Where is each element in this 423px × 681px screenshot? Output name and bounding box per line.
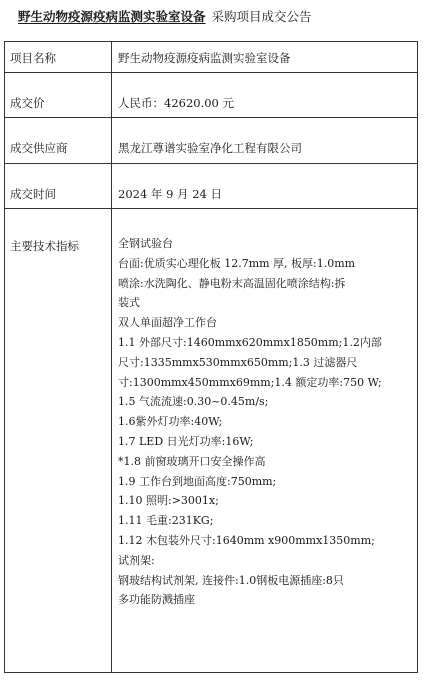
project-name-value: 野生动物疫源疫病监测实验室设备 <box>118 51 291 65</box>
tech-spec-list <box>118 234 412 610</box>
supplier-value: 黑龙江尊谱实验室净化工程有限公司 <box>118 141 302 155</box>
tech-spec-line: 台面:优质实心理化板 12.7mm 厚, 板厚:1.0mm <box>118 256 356 270</box>
tech-spec-line: 喷涂:水洗陶化、静电粉末高温固化喷涂结构:拆 <box>118 276 346 290</box>
row-divider <box>5 208 417 209</box>
tech-spec-label: 主要技术指标 <box>10 239 79 253</box>
row-divider <box>5 163 417 164</box>
award-table <box>4 41 418 673</box>
tech-spec-line: 装式 <box>118 296 140 310</box>
tech-spec-line: 寸:1300mmx450mmx69mm;1.4 额定功率:750 W; <box>118 375 382 389</box>
tech-spec-line: 1.7 LED 日光灯功率:16W; <box>118 434 254 448</box>
supplier-label: 成交供应商 <box>10 141 68 155</box>
tech-spec-line: 1.5 气流流速:0.30~0.45m/s; <box>118 395 269 409</box>
tech-spec-line: 1.11 毛重:231KG; <box>118 514 214 528</box>
tech-spec-line: 多功能防溅插座 <box>118 593 195 607</box>
project-name-label: 项目名称 <box>10 51 56 65</box>
tech-spec-line: 1.10 照明:>3001x; <box>118 494 219 508</box>
tech-spec-line: 尺寸:1335mmx530mmx650mm;1.3 过滤器尺 <box>118 355 358 369</box>
tech-spec-line: 1.12 木包装外尺寸:1640mm x900mmx1350mm; <box>118 533 375 547</box>
tech-spec-line: 双人单面超净工作台 <box>118 316 217 330</box>
tech-spec-line: 试剂架: <box>118 553 155 567</box>
price-value: 人民币：42620.00 元 <box>118 96 235 110</box>
tech-spec-line: 全钢试验台 <box>118 237 173 250</box>
row-divider <box>5 72 417 73</box>
column-divider <box>111 42 112 672</box>
tech-spec-line: *1.8 前窗玻璃开口安全操作高 <box>118 454 266 468</box>
tech-spec-line: 钢玻结构试剂架, 连接件:1.0钢板电源插座:8只 <box>118 573 344 587</box>
page-title <box>18 8 312 25</box>
title-suffix: 采购项目成交公告 <box>211 9 312 24</box>
time-value: 2024 年 9 月 24 日 <box>118 187 222 201</box>
tech-spec-line: 1.6紫外灯功率:40W; <box>118 415 223 429</box>
title-main: 野生动物疫源疫病监测实验室设备 <box>18 9 206 24</box>
row-divider <box>5 117 417 118</box>
tech-spec-line: 1.1 外部尺寸:1460mmx620mmx1850mm;1.2内部 <box>118 335 382 349</box>
tech-spec-line: 1.9 工作台到地面高度:750mm; <box>118 474 277 488</box>
time-label: 成交时间 <box>10 187 56 201</box>
price-label: 成交价 <box>10 96 45 110</box>
